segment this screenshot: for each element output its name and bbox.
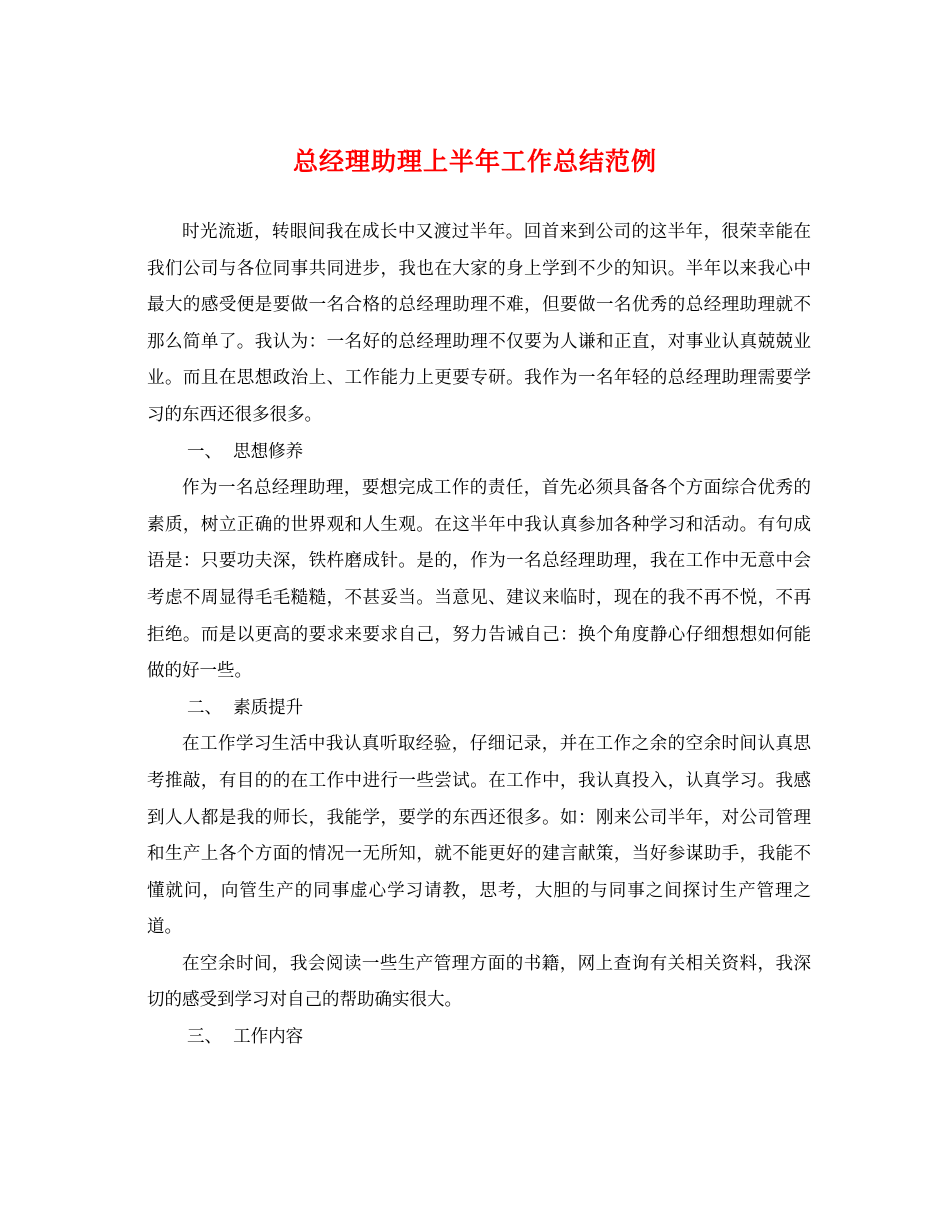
quality-paragraph-2: 在空余时间，我会阅读一些生产管理方面的书籍，网上查询有关相关资料，我深切的感受到学习对自己的帮助确实很大。 (147, 953, 811, 1011)
document-title: 总经理助理上半年工作总结范例 (292, 147, 657, 176)
document-body (147, 214, 811, 1056)
intro-paragraph: 时光流逝，转眼间我在成长中又渡过半年。回首来到公司的这半年，很荣幸能在我们公司与各位同事共同进步，我也在大家的身上学到不少的知识。半年以来我心中最大的感受便是要做一名合格的总经理助理不难，但要做一名优秀的总经理助理就不那么简单了。我认为：一名好的总经理助理不仅要为人谦和正直，对事业认真兢兢业业。而且在思想政治上、工作能力上更要专研。我作为一名年轻的总经理助理需要学习的东西还很多很多。 (147, 222, 811, 425)
section-heading-thought: 一、 思想修养 (187, 441, 304, 462)
section-heading-quality: 二、 素质提升 (187, 697, 304, 718)
section-heading-work: 三、 工作内容 (187, 1027, 304, 1048)
quality-paragraph-1: 在工作学习生活中我认真听取经验，仔细记录，并在工作之余的空余时间认真思考推敲，有目的的在工作中进行一些尝试。在工作中，我认真投入，认真学习。我感到人人都是我的师长，我能学，要学的东西还很多。如：刚来公司半年，对公司管理和生产上各个方面的情况一无所知，就不能更好的建言献策，当好参谋助手，我能不懂就问，向管生产的同事虚心学习请教，思考，大胆的与同事之间探讨生产管理之道。 (147, 734, 811, 938)
thought-paragraph: 作为一名总经理助理，要想完成工作的责任，首先必须具备各个方面综合优秀的素质，树立正确的世界观和人生观。在这半年中我认真参加各种学习和活动。有句成语是：只要功夫深，铁杵磨成针。是的，作为一名总经理助理，我在工作中无意中会考虑不周显得毛毛糙糙，不甚妥当。当意见、建议来临时，现在的我不再不悦，不再拒绝。而是以更高的要求来要求自己，努力告诫自己：换个角度静心仔细想想如何能做的好一些。 (147, 478, 811, 682)
